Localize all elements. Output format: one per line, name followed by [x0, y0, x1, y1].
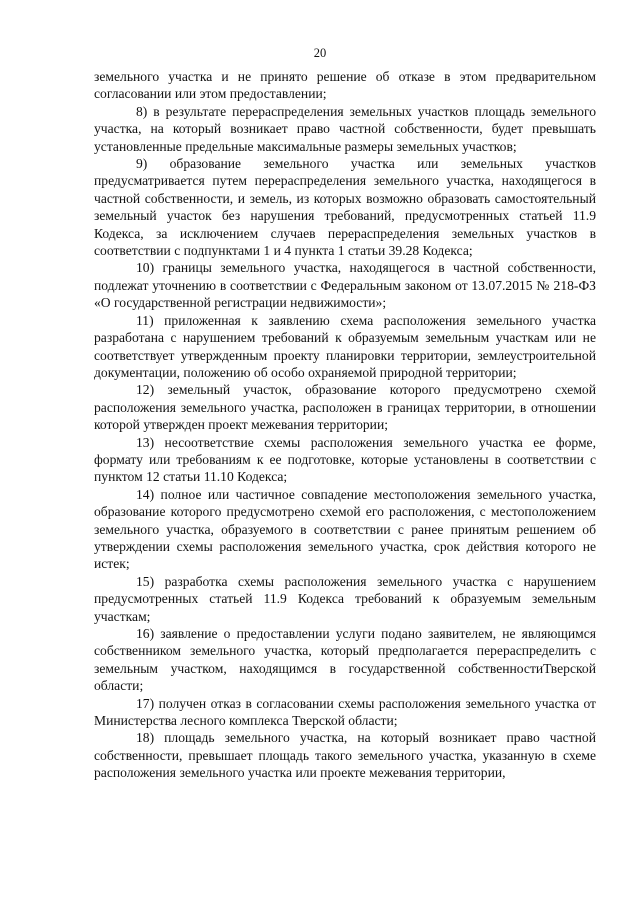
- paragraph-item-14: 14) полное или частичное совпадение местоположения земельного участка, образование которого предусмотрено схемой его расположения, с местоположением земельного участка, образуемого в соответствии с ранее принятым решением об утверждении схемы расположения земельного участка, срок действия которого не истек;: [94, 486, 596, 572]
- paragraph-item-11: 11) приложенная к заявлению схема расположения земельного участка разработана с нарушением требований к образуемым земельным участкам или не соответствует утвержденным проекту планировки территории, землеустроительной документации, положению об особо охраняемой природной территории;: [94, 312, 596, 380]
- paragraph-item-18: 18) площадь земельного участка, на который возникает право частной собственности, превышает площадь такого земельного участка, указанную в схеме расположения земельного участка или проекте межевания территории,: [94, 730, 596, 781]
- paragraph-item-8: 8) в результате перераспределения земельных участков площадь земельного участка, на который возникает право частной собственности, будет превышать установленные предельные максимальные размеры земельных участков;: [94, 103, 596, 154]
- paragraph-item-15: 15) разработка схемы расположения земельного участка с нарушением предусмотренных статьей 11.9 Кодекса требований к образуемым земельным участкам;: [94, 573, 596, 624]
- page-number: 20: [313, 46, 327, 60]
- paragraph-item-10: 10) границы земельного участка, находящегося в частной собственности, подлежат уточнению в соответствии с Федеральным законом от 13.07.2015 № 218-ФЗ «О государственной регистрации недвижимости»;: [94, 260, 596, 311]
- paragraph-item-13: 13) несоответствие схемы расположения земельного участка ее форме, формату или требованиям к ее подготовке, которые установлены в соответствии с пунктом 12 статьи 11.10 Кодекса;: [94, 434, 596, 485]
- paragraph-item-12: 12) земельный участок, образование которого предусмотрено схемой расположения земельного участка, расположен в границах территории, в отношении которой утвержден проект межевания территории;: [94, 382, 596, 433]
- paragraph-item-9: 9) образование земельного участка или земельных участков предусматривается путем перераспределения земельного участка, находящегося в частной собственности, и земель, из которых возможно образовать самостоятельный земельный участок без нарушения требований, предусмотренных статьей 11.9 Кодекса, за исключением случаев перераспределения земельных участков в соответствии с подпунктами 1 и 4 пункта 1 статьи 39.28 Кодекса;: [94, 156, 596, 259]
- paragraph-item-17: 17) получен отказ в согласовании схемы расположения земельного участка от Министерства лесного комплекса Тверской области;: [94, 695, 596, 729]
- document-body: [94, 68, 596, 782]
- paragraph-continuation: земельного участка и не принято решение об отказе в этом предварительном согласовании или этом предоставлении;: [94, 69, 596, 102]
- paragraph-item-16: 16) заявление о предоставлении услуги подано заявителем, не являющимся собственником земельного участка, который предполагается перераспределить с земельным участком, находящимся в государственной собственностиТверской области;: [94, 626, 596, 694]
